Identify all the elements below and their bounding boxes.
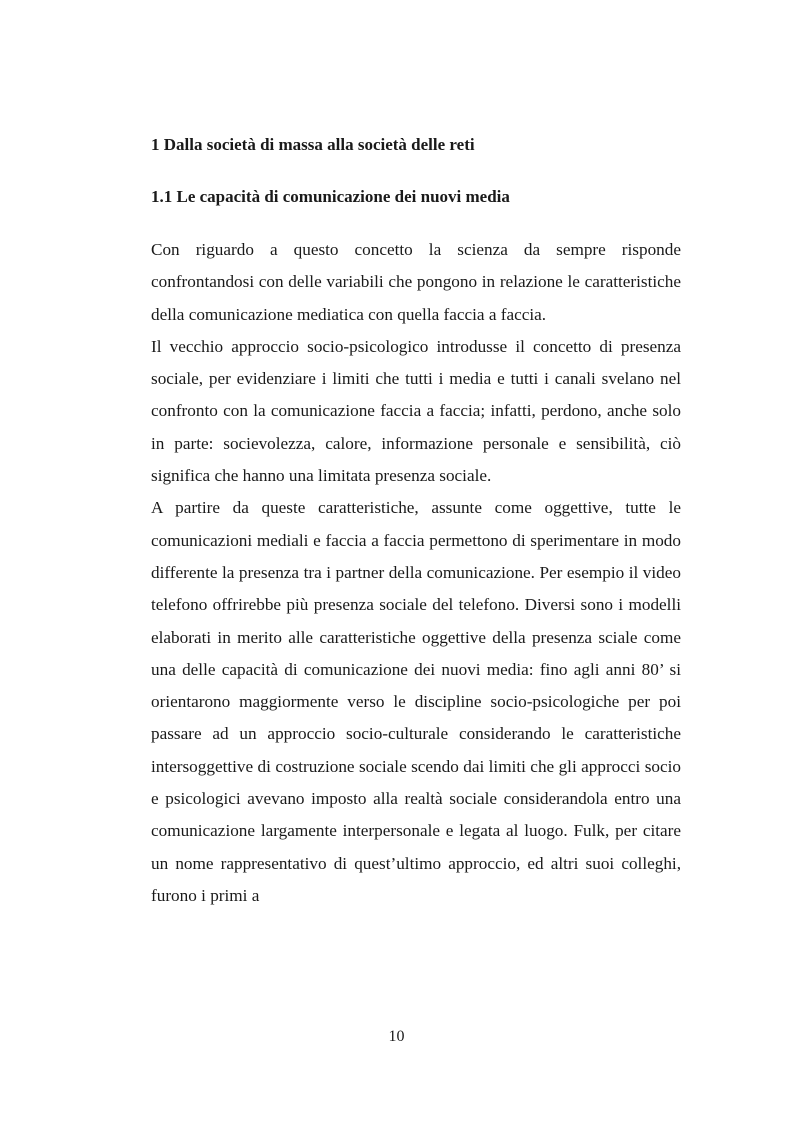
chapter-title: 1 Dalla società di massa alla società delle reti <box>151 135 475 154</box>
body-text <box>151 234 681 912</box>
page-number: 10 <box>388 1028 405 1045</box>
paragraph: A partire da queste caratteristiche, assunte come oggettive, tutte le comunicazioni mediali e faccia a faccia permettono di sperimentare in modo differente la presenza tra i partner della comunicazione. Per esempio il video telefono offrirebbe più presenza sociale del telefono. Diversi sono i modelli elaborati in merito alle caratteristiche oggettive della presenza sciale come una delle capacità di comunicazione dei nuovi media: fino agli anni 80’ si orientarono maggiormente verso le discipline socio-psicologiche per poi passare ad un approccio socio-culturale considerando le caratteristiche intersoggettive di costruzione sociale scendo dai limiti che gli approcci socio e psicologici avevano imposto alla realtà sociale considerandola entro una comunicazione largamente interpersonale e legata al luogo. Fulk, per citare un nome rappresentativo di quest’ultimo approccio, ed altri suoi colleghi, furono i primi a <box>151 498 681 905</box>
paragraph: Il vecchio approccio socio-psicologico introdusse il concetto di presenza sociale, per evidenziare i limiti che tutti i media e tutti i canali svelano nel confronto con la comunicazione faccia a faccia; infatti, perdono, anche solo in parte: socievolezza, calore, informazione personale e sensibilità, ciò significa che hanno una limitata presenza sociale. <box>151 336 681 486</box>
paragraph: Con riguardo a questo concetto la scienza da sempre risponde confrontandosi con delle variabili che pongono in relazione le caratteristiche della comunicazione mediatica con quella faccia a faccia. <box>151 240 681 324</box>
section-title: 1.1 Le capacità di comunicazione dei nuovi media <box>151 187 510 206</box>
